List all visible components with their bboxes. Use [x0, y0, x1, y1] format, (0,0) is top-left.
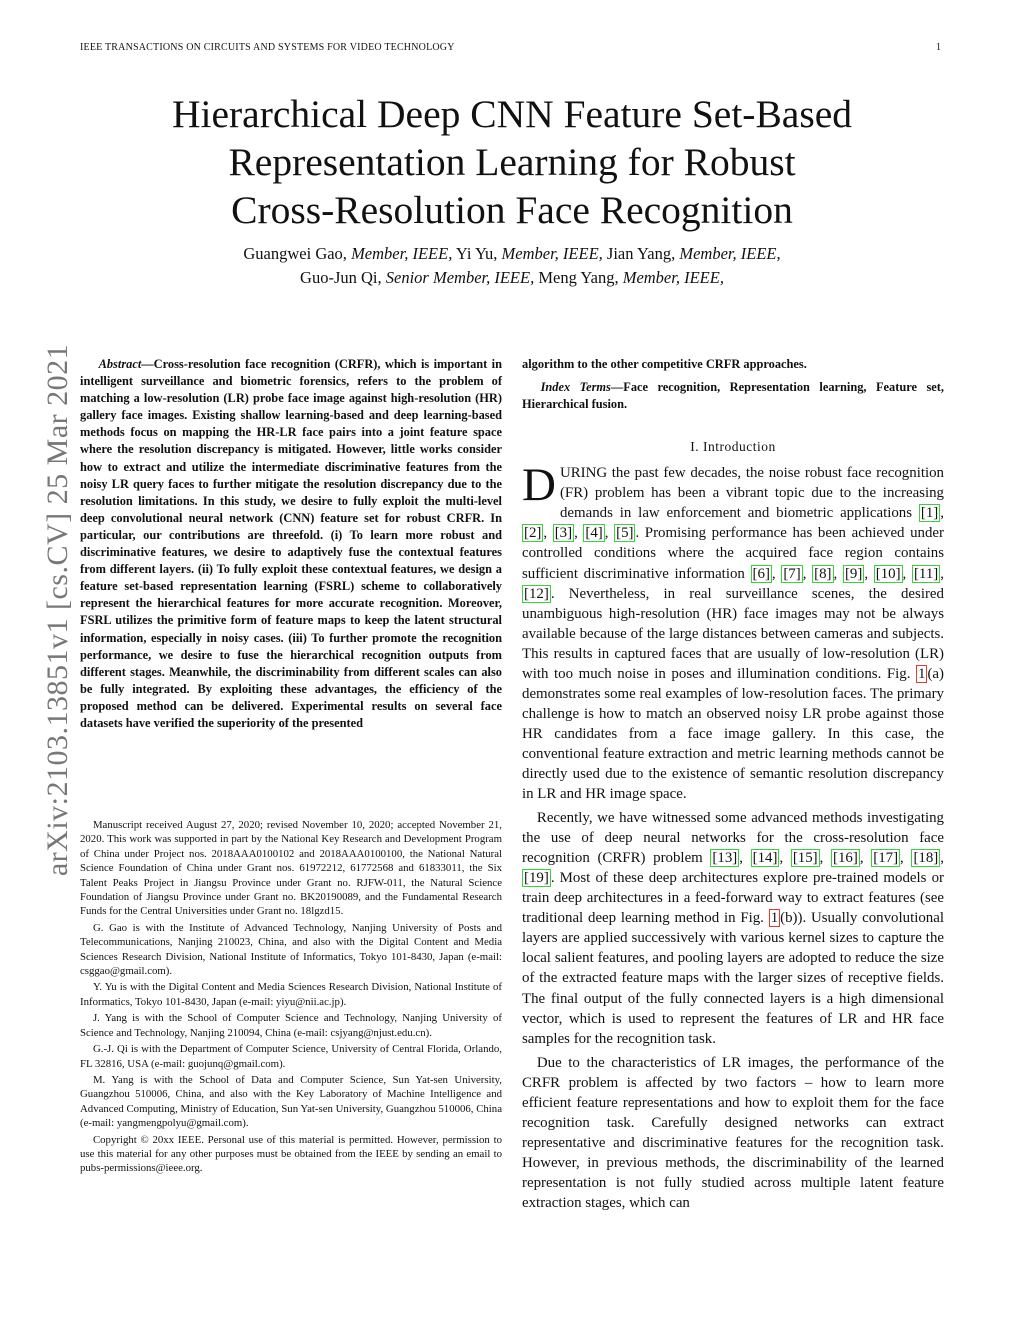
text-run: ,	[739, 850, 751, 867]
citation-link[interactable]: [12]	[524, 585, 549, 602]
text-run: ,	[859, 850, 872, 867]
index-terms	[522, 379, 944, 413]
text-run: (a) demonstrates some real examples of low-resolution faces. The primary challenge is how to match an observed noisy LR probe against those HR candidates from a face image gallery. In this case, the conventional feature extraction and metric learning methods cannot be directly used due to the existence of semantic resolution discrepancy in LR and HR image space.	[522, 665, 944, 803]
text-run: . Promising performance has been achieved under controlled conditions where the acquired face region contains sufficient discriminative information	[522, 525, 945, 582]
citation-link[interactable]: [3]	[554, 525, 573, 542]
abstract	[80, 356, 502, 732]
text-run: ,	[779, 850, 791, 867]
section-heading-introduction: I. Introduction	[690, 439, 776, 455]
citation-link[interactable]: [9]	[844, 565, 863, 582]
author-role: Member, IEEE,	[679, 244, 781, 263]
paper-title	[80, 90, 944, 234]
author-list	[80, 242, 944, 290]
text-run: ,	[574, 525, 584, 542]
text-run: ,	[819, 850, 832, 867]
text-run: URING the past few decades, the noise robust face recognition (FR) problem has been a vibrant topic due to the increasing demands in law enforcement and biometric applications	[559, 465, 944, 522]
intro-paragraph-1	[522, 459, 945, 804]
title-line: Cross-Resolution Face Recognition	[231, 188, 793, 232]
author-line-2	[80, 266, 944, 290]
citation-link[interactable]: [8]	[814, 565, 832, 582]
citation-link[interactable]: [13]	[712, 850, 738, 867]
author-role: Senior Member, IEEE,	[385, 268, 535, 287]
footnote-manuscript: Manuscript received August 27, 2020; revised November 10, 2020; accepted November 21, 2020. This work was supported in part by the National Key Research and Development Program of China under Project nos. 2018AAA0100102 and 2018AAA0100100, the National Natural Science Foundation of China under Grant nos. 61972212, 61772568 and 61833011, the Six Talent Peaks Project in Jiangsu Province under Grant no. RJFW-011, the Natural Science Foundation of Jiangsu Province under Grant no. BK20190089, and the Fundamental Research Funds for the Central Universities under Grant no. 18lgzd15.	[80, 819, 502, 918]
text-run: ,	[900, 850, 912, 867]
text-run: ,	[771, 565, 782, 582]
citation-link[interactable]: [10]	[875, 565, 901, 582]
author-line-1	[80, 242, 944, 266]
text-run: ,	[833, 565, 843, 582]
text-run: ,	[802, 565, 813, 582]
citation-link[interactable]: [5]	[616, 525, 634, 542]
citation-link[interactable]: [14]	[752, 850, 778, 867]
author-name: Meng Yang,	[534, 268, 623, 287]
text-run: ,	[940, 505, 944, 522]
intro-p1-content	[522, 459, 945, 803]
citation-link[interactable]: [11]	[913, 565, 939, 582]
title-line: Hierarchical Deep CNN Feature Set-Based	[171, 92, 852, 136]
footnote-copyright: Copyright © 20xx IEEE. Personal use of this material is permitted. However, permission to use this material for any other purposes must be obtained from the IEEE by sending an email to pubs-permissions@ieee.org.	[80, 1133, 502, 1175]
footnote-author-gao: G. Gao is with the Institute of Advanced Technology, Nanjing University of Posts and Telecommunications, Nanjing 210023, China, and also with the Digital Content and Media Sciences Research Division, National Institute of Informatics, Tokyo 101-8430, Japan (e-mail: csggao@gmail.com).	[80, 921, 502, 978]
abstract-text: —Cross-resolution face recognition (CRFR), which is important in intelligent surveillance and biometric forensics, refers to the problem of matching a low-resolution (LR) probe face image against high-resolution (HR) gallery face images. Existing shallow learning-based and deep learning-based methods focus on mapping the HR-LR face pairs into a joint feature space where the resolution discrepancy is mitigated. However, little works consider how to extract and utilize the intermediate discriminative features from the noisy LR query faces to further mitigate the resolution discrepancy due to the resolution limitations. In this study, we desire to fully exploit the multi-level deep convolutional neural network (CNN) feature set for robust CRFR. In particular, our contributions are threefold. (i) To learn more robust and discriminative features, we desire to adaptively fuse the contextual features from different layers. (ii) To fully exploit these contextual features, we design a feature set-based representation learning (FSRL) scheme to collaboratively represent the hierarchical features for more accurate recognition. Moreover, FSRL utilizes the primitive form of feature maps to keep the latent structural information, especially in noisy cases. (iii) To further promote the recognition performance, we desire to fuse the hierarchical recognition outputs from different stages. Meanwhile, the discriminability from different scales can also be fully integrated. By exploiting these advantages, the efficiency of the proposed method can be delivered. Experimental results on several face datasets have verified the superiority of the presented	[80, 357, 502, 730]
index-terms-text: —Face recognition, Representation learning, Feature set, Hierarchical fusion.	[522, 380, 945, 412]
left-column	[80, 356, 502, 732]
author-name: Jian Yang,	[602, 244, 680, 263]
citation-link[interactable]: [1]	[920, 505, 939, 522]
abstract-lead: Abstract	[98, 357, 142, 371]
intro-p2-content	[522, 810, 944, 1047]
text-run: Recently, we have witnessed some advanced methods investigating the use of deep neural networks for the cross-resolution face recognition (CRFR) problem	[522, 810, 944, 867]
text-run: ,	[902, 565, 912, 582]
text-run: ,	[864, 565, 874, 582]
intro-paragraph-3: Due to the characteristics of LR images, the performance of the CRFR problem is affected by two factors – how to learn more efficient feature representations and how to exploit them for the face recognition task. Carefully designed networks can extract representative and discriminative features for the recognition task. However, in previous methods, the discriminability of the learned representation is not fully studied across multiple latent feature extraction stages, which can	[522, 1054, 944, 1211]
citation-link[interactable]: [19]	[524, 870, 549, 887]
right-column	[522, 356, 944, 1213]
author-name: Guangwei Gao,	[243, 244, 352, 263]
citation-link[interactable]: [15]	[792, 850, 818, 867]
citation-link[interactable]: [2]	[524, 525, 542, 542]
text-run: ,	[604, 525, 615, 542]
footnote-author-yang-j: J. Yang is with the School of Computer Science and Technology, Nanjing University of Science and Technology, Nanjing 210094, China (e-mail: csjyang@njust.edu.cn).	[80, 1012, 502, 1039]
text-run: . Most of these deep architectures explore pre-trained models or train deep architectures in a feed-forward way to extract features (see traditional deep learning method in Fig.	[522, 870, 944, 927]
figure-link[interactable]: 1	[770, 910, 779, 927]
text-run: ,	[543, 525, 553, 542]
author-name: Yi Yu,	[452, 244, 502, 263]
intro-paragraph-2	[522, 808, 944, 1049]
index-terms-lead: Index Terms	[540, 380, 611, 395]
author-role: Member, IEEE,	[622, 268, 724, 287]
citation-link[interactable]: [7]	[783, 565, 801, 582]
citation-link[interactable]: [16]	[833, 850, 858, 867]
footnote-author-yu: Y. Yu is with the Digital Content and Media Sciences Research Division, National Institute of Informatics, Tokyo 101-8430, Japan (e-mail: yiyu@nii.ac.jp).	[80, 981, 502, 1008]
text-run: ,	[940, 850, 944, 867]
text-run: (b)). Usually convolutional layers are applied successively with various kernel sizes to capture the local salient features, and pooling layers are adopted to reduce the size of the extracted feature maps with the larger sizes of receptive fields. The final output of the fully connected layers is a high dimensional vector, which is used to represent the features of LR and HR face samples for the recognition task.	[522, 910, 944, 1047]
author-name: Guo-Jun Qi,	[300, 268, 386, 287]
author-role: Member, IEEE,	[501, 244, 603, 263]
figure-link[interactable]: 1	[918, 665, 926, 682]
journal-header: IEEE TRANSACTIONS ON CIRCUITS AND SYSTEMS FOR VIDEO TECHNOLOGY	[80, 42, 455, 53]
abstract-continuation: algorithm to the other competitive CRFR approaches.	[522, 357, 807, 371]
footnotes	[80, 818, 502, 1178]
page-number: 1	[936, 42, 941, 53]
footnote-author-yang-m: M. Yang is with the School of Data and Computer Science, Sun Yat-sen University, Guangzhou 510006, China, and also with the Key Laboratory of Machine Intelligence and Advanced Computing, Ministry of Education, Sun Yat-sen University, Guangzhou 510006, China (e-mail: yangmengpolyu@gmail.com).	[80, 1073, 502, 1130]
title-line: Representation Learning for Robust	[228, 140, 796, 184]
drop-cap: D	[522, 459, 556, 512]
footnote-author-qi: G.-J. Qi is with the Department of Computer Science, University of Central Florida, Orlando, FL 32816, USA (e-mail: guojunq@gmail.com).	[80, 1043, 502, 1070]
citation-link[interactable]: [18]	[913, 850, 939, 867]
text-run: ,	[940, 565, 944, 582]
text-run: . Nevertheless, in real surveillance scenes, the desired unambiguous high-resolution (HR) face images may not be always available because of the large distances between cameras and subjects. This results in captured faces that are usually of low-resolution (LR) with too much noise in poses and illumination conditions. Fig.	[522, 585, 944, 682]
author-role: Member, IEEE,	[351, 244, 453, 263]
citation-link[interactable]: [6]	[752, 565, 770, 582]
arxiv-stamp[interactable]: arXiv:2103.13851v1 [cs.CV] 25 Mar 2021	[41, 343, 74, 877]
citation-link[interactable]: [4]	[585, 525, 603, 542]
citation-link[interactable]: [17]	[873, 850, 899, 867]
